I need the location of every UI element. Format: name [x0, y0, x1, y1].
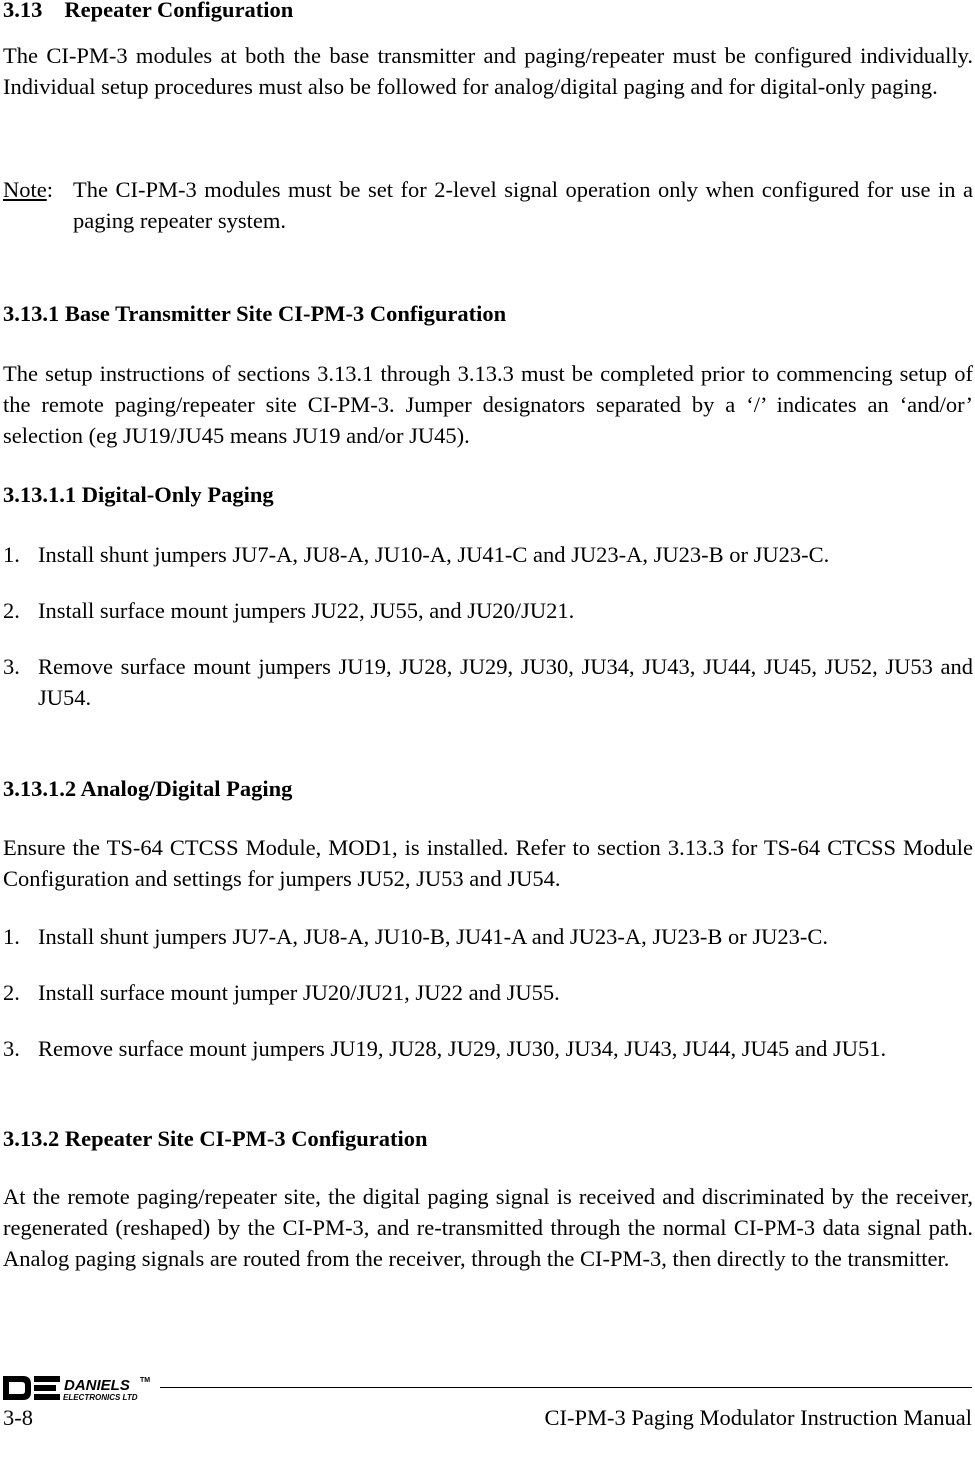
list-item: [3, 539, 973, 570]
list-item-text: Install shunt jumpers JU7-A, JU8-A, JU10-B, JU41-A and JU23-A, JU23-B or JU23-C.: [38, 924, 828, 949]
analog-digital-paragraph: Ensure the TS-64 CTCSS Module, MOD1, is installed. Refer to section 3.13.3 for TS-64 CTCSS Module Configuration and settings for jumpers JU52, JU53 and JU54.: [3, 835, 973, 891]
note-block: [3, 174, 973, 236]
section-title: Repeater Configuration: [64, 0, 294, 22]
list-item: [3, 921, 973, 952]
section-heading-3-13-1-1: 3.13.1.1 Digital-Only Paging: [3, 482, 274, 507]
list-item-number: 1.: [3, 542, 20, 567]
list-item-text: Remove surface mount jumpers JU19, JU28, JU29, JU30, JU34, JU43, JU44, JU45, JU52, JU53 and JU54.: [38, 654, 973, 710]
list-item-number: 3.: [3, 1036, 20, 1061]
list-item-number: 3.: [3, 654, 20, 679]
footer-divider: [160, 1387, 972, 1388]
logo-subtitle: ELECTRONICS LTD: [63, 1393, 138, 1402]
daniels-logo: [3, 1374, 163, 1402]
list-item-text: Remove surface mount jumpers JU19, JU28, JU29, JU30, JU34, JU43, JU44, JU45 and JU51.: [38, 1036, 887, 1061]
base-site-paragraph: The setup instructions of sections 3.13.1 through 3.13.3 must be completed prior to commencing setup of the remote paging/repeater site CI-PM-3. Jumper designators separated by a ‘/’ indicates an ‘and/or’ selection (eg JU19/JU45 means JU19 and/or JU45).: [3, 361, 973, 448]
section-heading-3-13: [3, 0, 293, 23]
list-item-text: Install shunt jumpers JU7-A, JU8-A, JU10-A, JU41-C and JU23-A, JU23-B or JU23-C.: [38, 542, 830, 567]
list-item: [3, 595, 973, 626]
list-item-text: Install surface mount jumper JU20/JU21, JU22 and JU55.: [38, 980, 560, 1005]
page-number: 3-8: [3, 1405, 33, 1430]
section-number: 3.13: [3, 0, 43, 22]
repeater-site-paragraph: At the remote paging/repeater site, the digital paging signal is received and discriminated by the receiver, regenerated (reshaped) by the CI-PM-3, and re-transmitted through the normal CI-PM-3 data signal path. Analog paging signals are routed from the receiver, through the CI-PM-3, then directly to the transmitter.: [3, 1184, 973, 1271]
list-item: [3, 651, 973, 713]
list-item-number: 2.: [3, 598, 20, 623]
list-item-text: Install surface mount jumpers JU22, JU55, and JU20/JU21.: [38, 598, 575, 623]
list-item-number: 2.: [3, 980, 20, 1005]
list-item: [3, 977, 973, 1008]
intro-paragraph: The CI-PM-3 modules at both the base transmitter and paging/repeater must be configured individually. Individual setup procedures must also be followed for analog/digital paging and for digital-only paging.: [3, 43, 973, 99]
list-item: [3, 1033, 973, 1064]
logo-tm: TM: [140, 1377, 151, 1384]
logo-brand: DANIELS: [64, 1377, 130, 1394]
section-heading-3-13-1-2: 3.13.1.2 Analog/Digital Paging: [3, 776, 293, 801]
manual-title: CI-PM-3 Paging Modulator Instruction Manual: [544, 1405, 972, 1430]
section-heading-3-13-1: 3.13.1 Base Transmitter Site CI-PM-3 Configuration: [3, 301, 507, 326]
note-label: Note:: [3, 177, 54, 202]
section-heading-3-13-2: 3.13.2 Repeater Site CI-PM-3 Configuration: [3, 1126, 428, 1151]
note-text: The CI-PM-3 modules must be set for 2-level signal operation only when configured for use in a paging repeater system.: [73, 177, 973, 233]
list-item-number: 1.: [3, 924, 20, 949]
